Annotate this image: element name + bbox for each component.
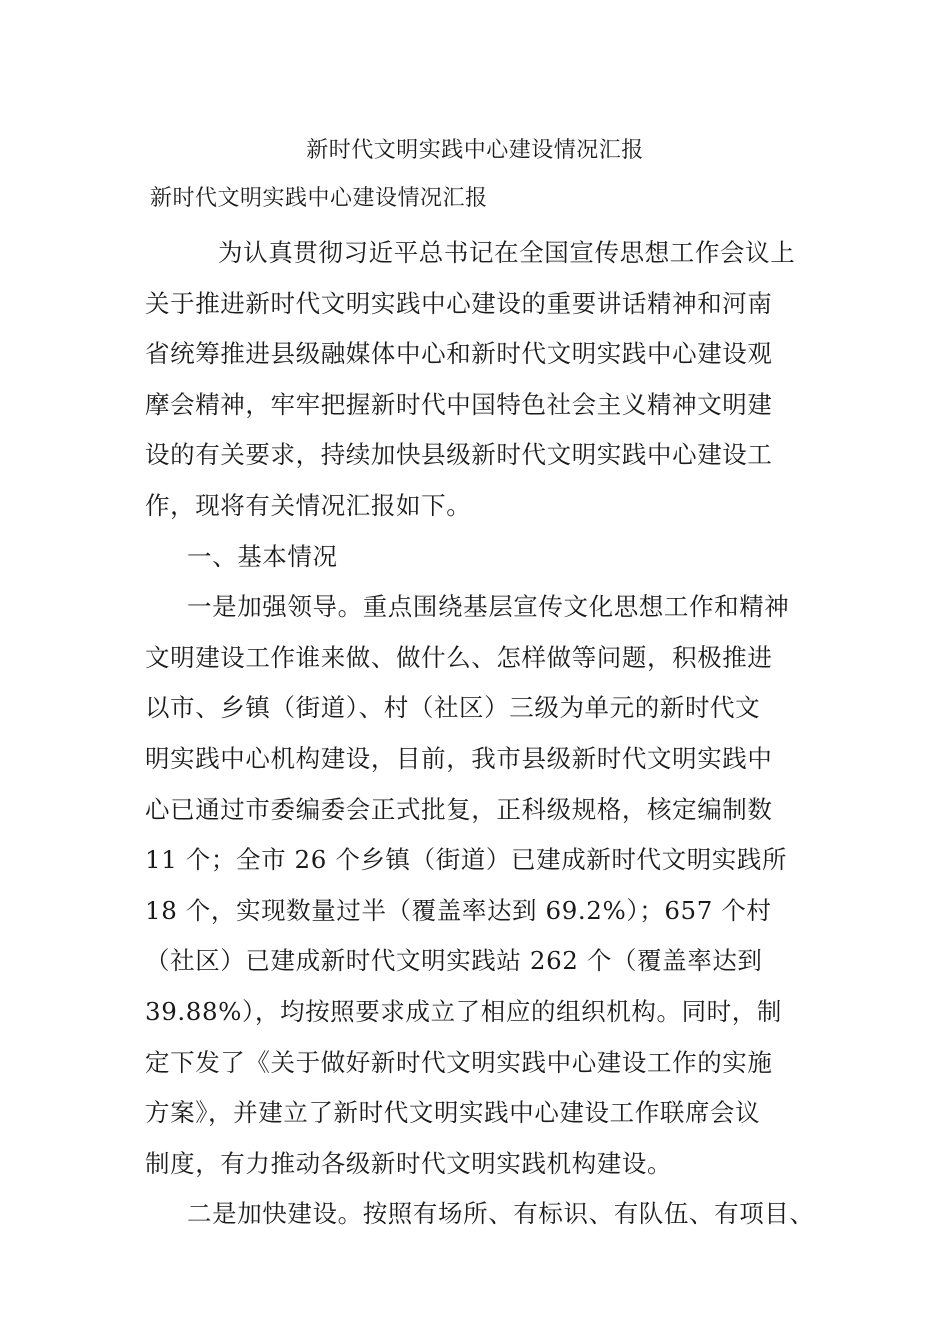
- paragraph-line: 心已通过市委编委会正式批复，正科级规格，核定编制数: [145, 794, 773, 824]
- paragraph-line: 39.88%），均按照要求成立了相应的组织机构。同时，制: [145, 996, 782, 1026]
- paragraph-line: 定下发了《关于做好新时代文明实践中心建设工作的实施: [145, 1047, 773, 1077]
- page-title: 新时代文明实践中心建设情况汇报: [306, 138, 644, 163]
- paragraph-line: 方案》，并建立了新时代文明实践中心建设工作联席会议: [145, 1098, 761, 1128]
- paragraph-line: （社区）已建成新时代文明实践站 262 个（覆盖率达到: [145, 946, 763, 976]
- paragraph-line: 省统筹推进县级融媒体中心和新时代文明实践中心建设观: [145, 339, 773, 369]
- section-heading: 一、基本情况: [187, 541, 338, 571]
- document-body: [145, 228, 813, 1240]
- paragraph-line: 以市、乡镇（街道）、村（社区）三级为单元的新时代文: [145, 693, 761, 723]
- paragraph-line: 18 个，实现数量过半（覆盖率达到 69.2%）；657 个村: [145, 895, 772, 925]
- paragraph-line: 一是加强领导。重点围绕基层宣传文化思想工作和精神: [187, 592, 790, 622]
- paragraph-line: 设的有关要求，持续加快县级新时代文明实践中心建设工: [145, 440, 773, 470]
- document-subtitle: 新时代文明实践中心建设情况汇报: [150, 186, 488, 211]
- paragraph-line: 作，现将有关情况汇报如下。: [145, 490, 472, 520]
- paragraph-line: 为认真贯彻习近平总书记在全国宣传思想工作会议上: [218, 238, 796, 267]
- paragraph-line: 二是加快建设。按照有场所、有标识、有队伍、有项目、: [187, 1199, 815, 1229]
- paragraph-line: 制度，有力推动各级新时代文明实践机构建设。: [145, 1148, 673, 1178]
- paragraph-line: 关于推进新时代文明实践中心建设的重要讲话精神和河南: [145, 288, 773, 318]
- paragraph-line: 明实践中心机构建设，目前，我市县级新时代文明实践中: [145, 743, 773, 773]
- paragraph-line: 11 个；全市 26 个乡镇（街道）已建成新时代文明实践所: [145, 845, 788, 875]
- paragraph-line: 摩会精神，牢牢把握新时代中国特色社会主义精神文明建: [145, 389, 773, 419]
- paragraph-line: 文明建设工作谁来做、做什么、怎样做等问题，积极推进: [145, 642, 773, 672]
